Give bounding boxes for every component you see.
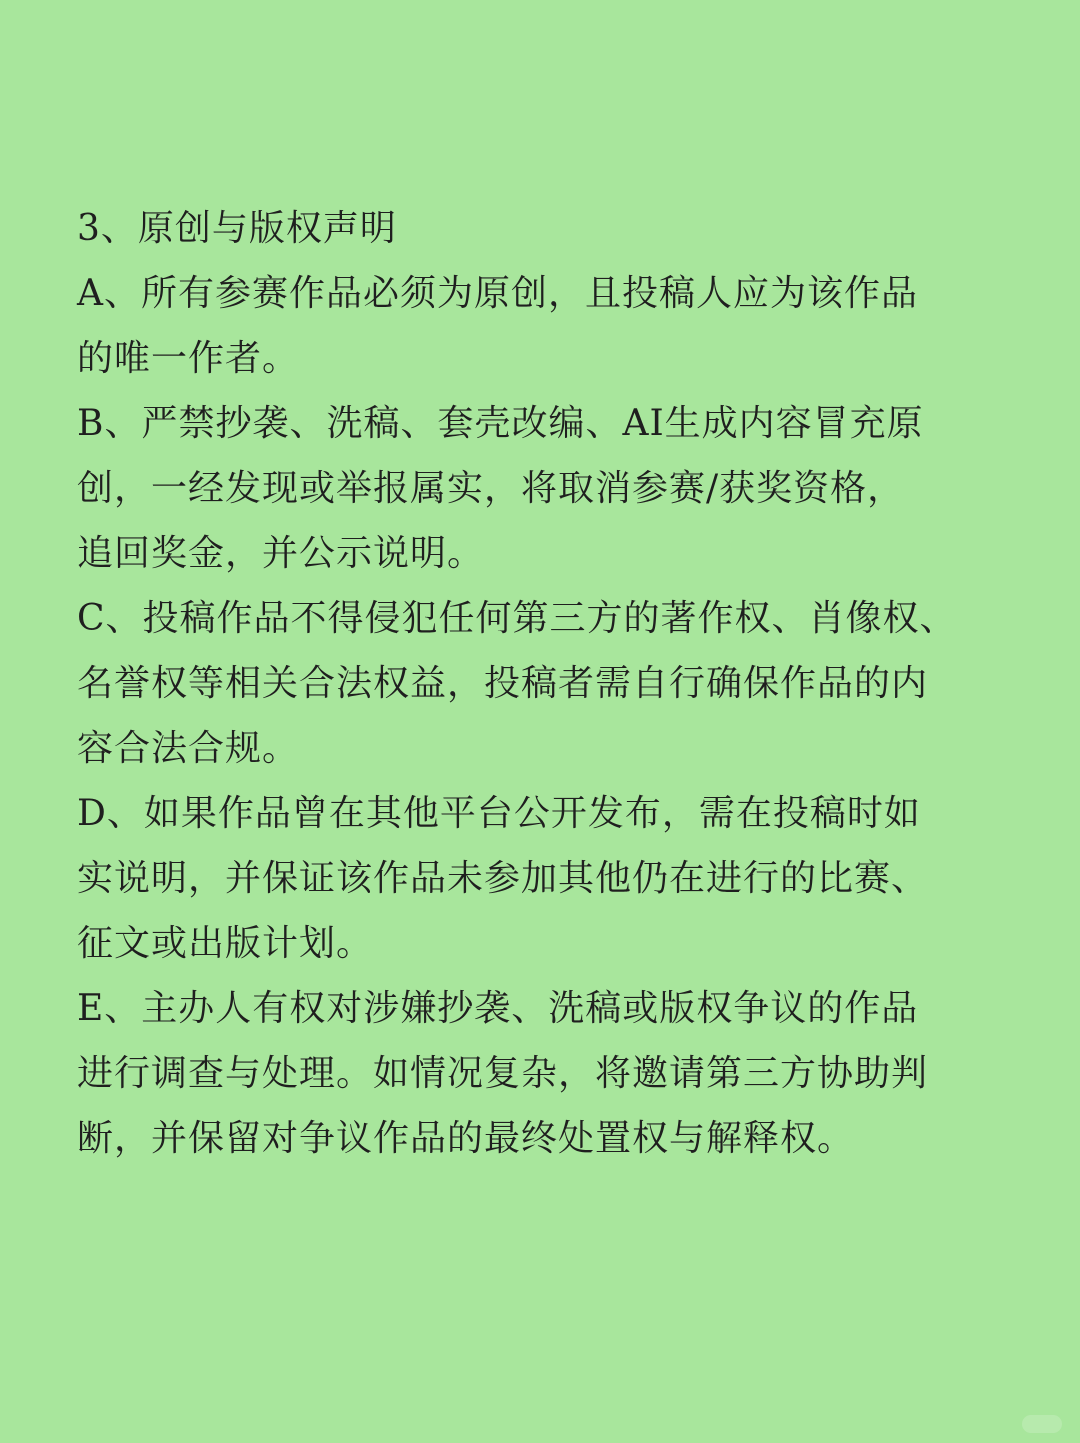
clause-line: 容合法合规。 <box>77 728 300 769</box>
clause-a <box>77 261 1007 391</box>
clause-d <box>77 781 1007 976</box>
clause-line: 创，一经发现或举报属实，将取消参赛/获奖资格， <box>77 468 905 509</box>
clause-line: 追回奖金，并公示说明。 <box>77 533 485 574</box>
section-heading: 3、原创与版权声明 <box>77 208 397 249</box>
clause-line: 进行调查与处理。如情况复杂，将邀请第三方协助判 <box>77 1053 929 1094</box>
clause-line: 征文或出版计划。 <box>77 923 374 964</box>
clause-line: B、严禁抄袭、洗稿、套壳改编、AI生成内容冒充原 <box>77 403 924 444</box>
document-body <box>77 196 1007 1171</box>
clause-line: E、主办人有权对涉嫌抄袭、洗稿或版权争议的作品 <box>77 988 919 1029</box>
clause-line: D、如果作品曾在其他平台公开发布，需在投稿时如 <box>77 793 921 834</box>
watermark-mark <box>1022 1415 1062 1433</box>
clause-line: 断，并保留对争议作品的最终处置权与解释权。 <box>77 1118 855 1159</box>
clause-line: 的唯一作者。 <box>77 338 300 379</box>
clause-b <box>77 391 1007 586</box>
clause-e <box>77 976 1007 1171</box>
clause-line: C、投稿作品不得侵犯任何第三方的著作权、肖像权、 <box>77 598 957 639</box>
clause-c <box>77 586 1007 781</box>
clause-line: 名誉权等相关合法权益，投稿者需自行确保作品的内 <box>77 663 929 704</box>
clause-line: 实说明，并保证该作品未参加其他仍在进行的比赛、 <box>77 858 929 899</box>
clause-line: A、所有参赛作品必须为原创，且投稿人应为该作品 <box>77 273 918 314</box>
